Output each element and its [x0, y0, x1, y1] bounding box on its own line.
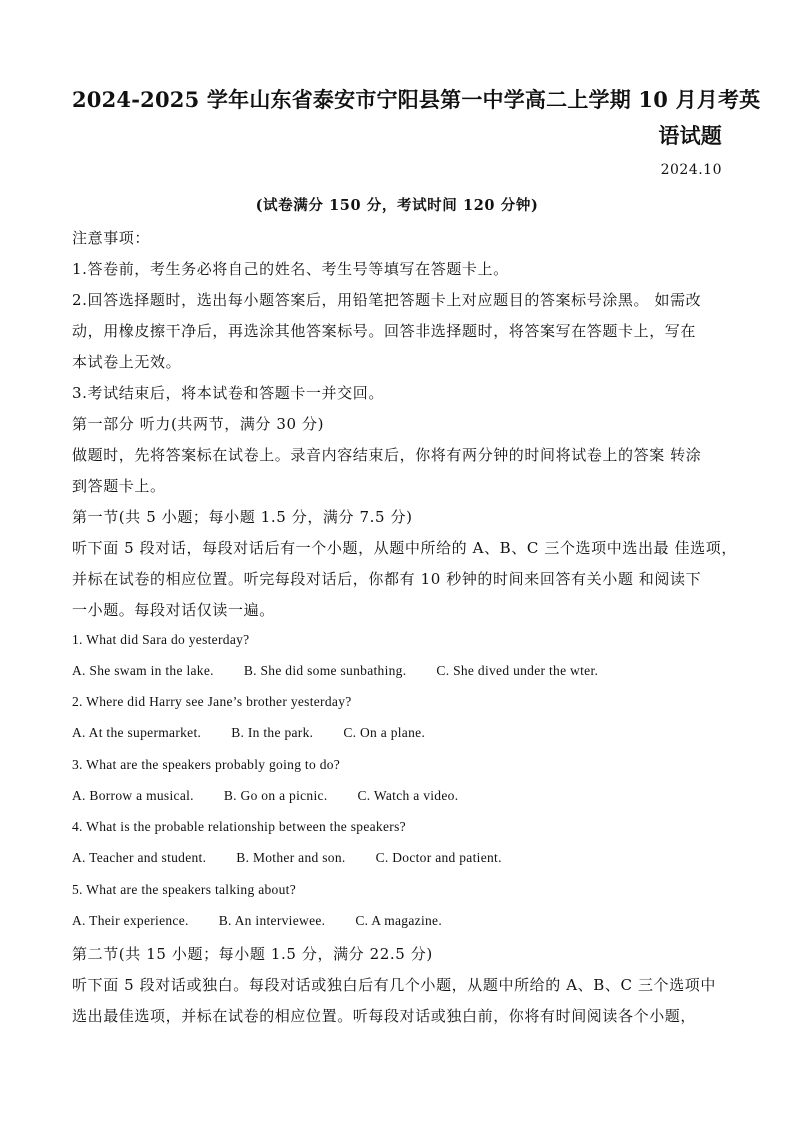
- option-a: A. Teacher and student.: [72, 850, 207, 865]
- section2-intro-line2: 选出最佳选项，并标在试卷的相应位置。听每段对话或独白前，你将有时间阅读各个小题，: [72, 1007, 697, 1025]
- section1-heading: 第一节(共 5 小题；每小题 1.5 分，满分 7.5 分): [72, 508, 413, 526]
- exam-date: 2024.10: [660, 162, 722, 178]
- option-c: C. On a plane.: [343, 725, 426, 740]
- option-a: A. At the supermarket.: [72, 725, 202, 740]
- question-options: [72, 850, 502, 866]
- question-stem: 1. What did Sara do yesterday?: [72, 632, 250, 647]
- option-b: B. She did some sunbathing.: [243, 663, 407, 678]
- notice-item-3: 3.考试结束后，将本试卷和答题卡一并交回。: [72, 384, 384, 402]
- question-stem: 4. What is the probable relationship between the speakers?: [72, 819, 406, 834]
- option-a: A. Borrow a musical.: [72, 788, 194, 803]
- option-c: C. She dived under the wter.: [436, 663, 599, 678]
- option-c: C. Doctor and patient.: [375, 850, 502, 865]
- part1-heading: 第一部分 听力(共两节，满分 30 分): [72, 415, 325, 433]
- notice-item-1: 1.答卷前，考生务必将自己的姓名、考生号等填写在答题卡上。: [72, 260, 509, 278]
- part1-intro-line2: 到答题卡上。: [72, 477, 166, 495]
- part1-intro-line1: 做题时，先将答案标在试卷上。录音内容结束后，你将有两分钟的时间将试卷上的答案 转涂: [72, 446, 702, 464]
- notice-item-2-line3: 本试卷上无效。: [72, 353, 182, 371]
- question-options: [72, 725, 425, 741]
- option-b: B. Go on a picnic.: [223, 788, 328, 803]
- page-title-line2: 语试题: [658, 123, 722, 148]
- section1-intro-line2: 并标在试卷的相应位置。听完每段对话后，你都有 10 秒钟的时间来回答有关小题 和阅读下: [72, 570, 702, 588]
- notice-item-2-line2: 动，用橡皮擦干净后，再选涂其他答案标号。回答非选择题时，将答案写在答题卡上，写在: [72, 322, 697, 340]
- option-b: B. An interviewee.: [218, 913, 326, 928]
- option-b: B. In the park.: [231, 725, 314, 740]
- exam-info: (试卷满分 150 分，考试时间 120 分钟): [255, 197, 539, 214]
- section1-intro-line3: 一小题。每段对话仅读一遍。: [72, 601, 275, 619]
- option-b: B. Mother and son.: [236, 850, 346, 865]
- option-a: A. She swam in the lake.: [72, 663, 214, 678]
- section1-intro-line1: 听下面 5 段对话，每段对话后有一个小题，从题中所给的 A、B、C 三个选项中选出最 佳选项，: [72, 539, 737, 557]
- option-a: A. Their experience.: [72, 913, 189, 928]
- notice-item-2-line1: 2.回答选择题时，选出每小题答案后，用铅笔把答题卡上对应题目的答案标号涂黑。 如需改: [72, 291, 702, 309]
- question-options: [72, 663, 598, 679]
- question-stem: 2. Where did Harry see Jane’s brother yesterday?: [72, 694, 352, 709]
- page-title-line1: 2024-2025 学年山东省泰安市宁阳县第一中学高二上学期 10 月月考英: [72, 87, 761, 112]
- section2-intro-line1: 听下面 5 段对话或独白。每段对话或独白后有几个小题，从题中所给的 A、B、C 三个选项中: [72, 976, 716, 994]
- question-options: [72, 788, 458, 804]
- question-stem: 3. What are the speakers probably going to do?: [72, 757, 341, 772]
- section2-heading: 第二节(共 15 小题；每小题 1.5 分，满分 22.5 分): [72, 945, 433, 963]
- question-options: [72, 913, 442, 929]
- notice-heading: 注意事项：: [72, 229, 151, 247]
- option-c: C. A magazine.: [355, 913, 443, 928]
- question-stem: 5. What are the speakers talking about?: [72, 882, 296, 897]
- option-c: C. Watch a video.: [357, 788, 459, 803]
